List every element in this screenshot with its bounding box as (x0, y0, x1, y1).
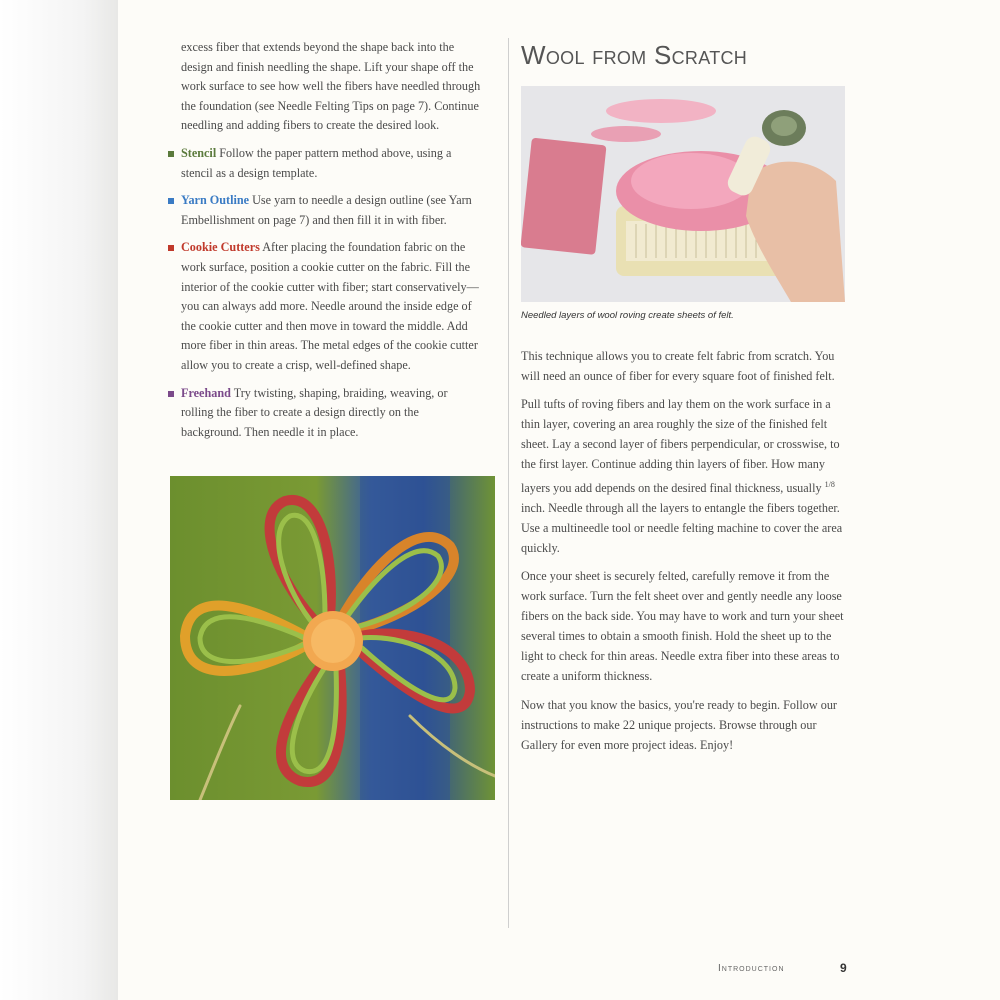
felting-tool-photo (521, 86, 845, 302)
paragraph: This technique allows you to create felt fabric from scratch. You will need an ounce of fiber for every square foot of finished felt. (521, 349, 835, 384)
column-divider (508, 38, 509, 928)
bullet-square-icon (168, 245, 174, 251)
list-item (181, 238, 481, 375)
method-list (181, 144, 481, 442)
list-item (181, 191, 481, 230)
body-text (521, 346, 846, 763)
paragraph: Now that you know the basics, you're ready to begin. Follow our instructions to make 22 unique projects. Browse through our Gallery for even more project ideas. Enjoy! (521, 697, 837, 752)
right-column-header (521, 38, 846, 72)
paragraph (521, 394, 846, 558)
method-text: Try twisting, shaping, braiding, weaving, or rolling the fiber to create a design directly on the background. Then needle it in place. (181, 385, 448, 439)
intro-paragraph: excess fiber that extends beyond the shape back into the design and finish needling the shape. Lift your shape off the work surface to see how well the fibers have needled through the foundation (see Needle Felting Tips on page 7). Continue needling and adding fibers to create the desired look. (181, 40, 481, 133)
method-text: After placing the foundation fabric on the work surface, position a cookie cutter on the fabric. Fill the interior of the cookie cutter with fiber; start conservatively—you can always add more. Needle around the inside edge of the cookie cutter and then move in toward the middle. Add more fiber in thin areas. The metal edges of the cookie cutter allow you to create a crisp, well-defined shape. (181, 240, 479, 372)
left-column (181, 38, 481, 442)
section-title: Wool from Scratch (521, 40, 748, 70)
method-term: Freehand (181, 385, 231, 400)
page-number: 9 (840, 961, 847, 975)
method-term: Cookie Cutters (181, 240, 260, 255)
method-text: Follow the paper pattern method above, using a stencil as a design template. (181, 145, 452, 180)
paragraph-part: Pull tufts of roving fibers and lay them on the work surface in a thin layer, covering an area roughly the size of the finished felt sheet. Lay a second layer of fibers perpendicular, or crosswise, to the first layer. Continue adding thin layers of fiber. How many layers you add depends on the desired final thickness, usually (521, 397, 840, 495)
fraction: 1/8 (824, 479, 835, 489)
method-term: Yarn Outline (181, 193, 250, 208)
method-text: Use yarn to needle a design outline (see Yarn Embellishment on page 7) and then fill it in with fiber. (181, 193, 472, 227)
running-footer: Introduction (718, 963, 785, 974)
photo-caption: Needled layers of wool roving create sheets of felt. (521, 310, 734, 321)
bullet-square-icon (168, 151, 174, 157)
felted-flower-photo (170, 476, 495, 800)
list-item (181, 144, 481, 183)
method-term: Stencil (181, 145, 217, 160)
paragraph: Once your sheet is securely felted, carefully remove it from the work surface. Turn the felt sheet over and gently needle any loose fibers on the back side. You may have to work and turn your sheet several times to obtain a smooth finish. Hold the sheet up to the light to check for thin areas. Needle extra fiber into these areas to create a uniform thickness. (521, 569, 844, 684)
list-item (181, 384, 481, 443)
bullet-square-icon (168, 198, 174, 204)
paragraph-part: inch. Needle through all the layers to entangle the fibers together. Use a multineedle tool or needle felting machine to cover the area quickly. (521, 500, 843, 555)
bullet-square-icon (168, 391, 174, 397)
binding-shadow (0, 0, 118, 1000)
